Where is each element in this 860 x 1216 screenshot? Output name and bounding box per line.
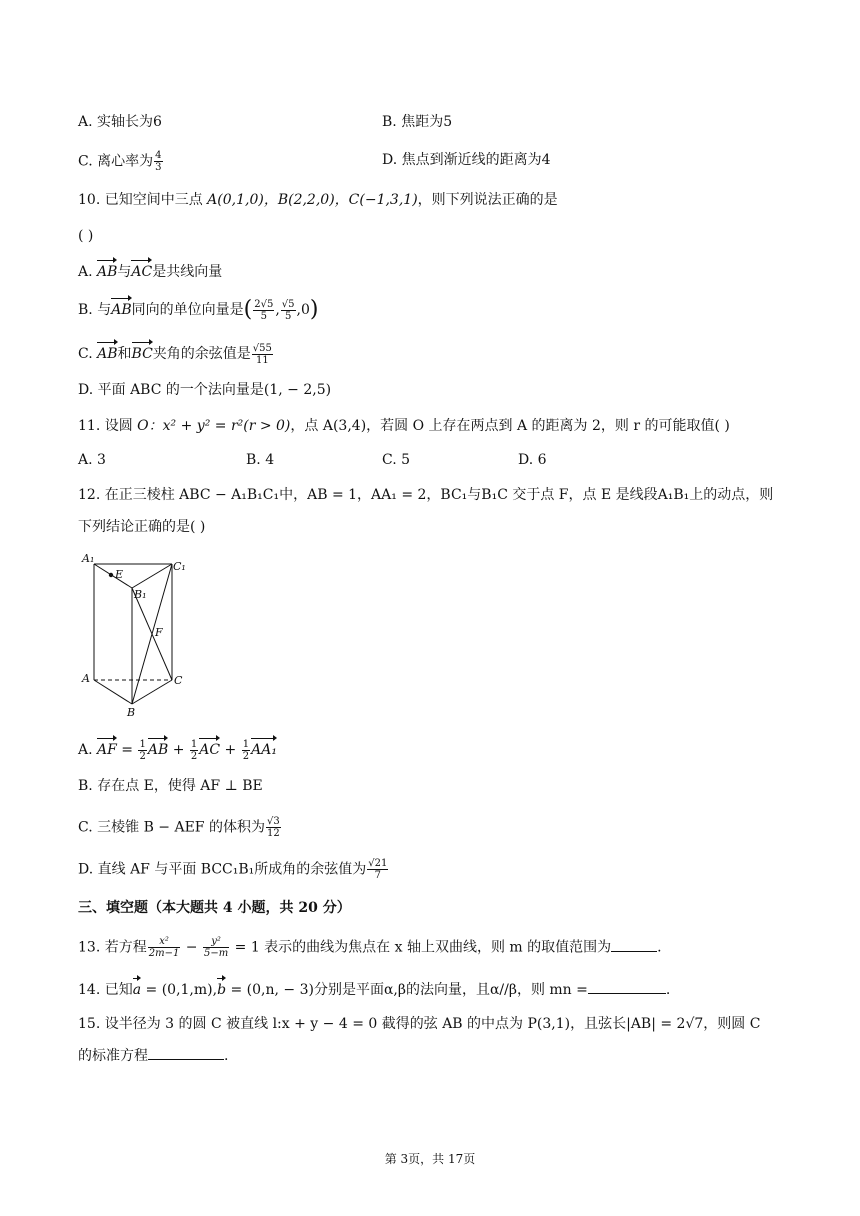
vector-bc: BC	[132, 340, 153, 364]
frac-num: 2√5	[254, 298, 274, 310]
q14-pre: 14. 已知	[78, 982, 133, 998]
q9-option-c	[78, 150, 164, 173]
frac-half	[190, 739, 198, 762]
label-a1: A₁	[82, 552, 95, 565]
vector-b: b	[217, 976, 226, 1000]
q10-stem-points: A(0,1,0)，B(2,2,0)，C(−1,3,1)	[207, 192, 418, 208]
q10-a-pre: A.	[78, 264, 98, 280]
q14	[78, 976, 670, 1000]
q11-option-d: D. 6	[518, 452, 547, 468]
q12-option-d	[78, 858, 389, 881]
label-c: C	[174, 674, 183, 687]
frac-den: 2	[190, 750, 198, 762]
q14-answer-blank[interactable]	[588, 993, 666, 994]
vector-aa1: AA₁	[251, 736, 277, 760]
q9-option-c-fraction	[154, 150, 162, 173]
q13-frac1	[148, 936, 181, 959]
frac-num: 1	[190, 738, 198, 750]
frac-num: √3	[266, 816, 280, 827]
page-footer: 第 3页，共 17页	[384, 1152, 476, 1166]
q10-option-a	[78, 258, 222, 282]
frac-half	[138, 739, 146, 762]
label-f: F	[155, 626, 163, 639]
section-heading: 三、填空题（本大题共 4 小题，共 20 分）	[78, 900, 351, 916]
label-b: B	[127, 706, 136, 719]
q10-a-post: 是共线向量	[152, 264, 223, 280]
q10-stem	[78, 190, 558, 210]
q9-option-c-text: C. 离心率为	[78, 153, 154, 170]
frac-num: √55	[252, 342, 272, 354]
frac-num: 4	[155, 150, 162, 161]
q10-b-frac1	[253, 299, 274, 322]
q10-a-mid: 与	[117, 264, 132, 280]
frac-den: 2	[139, 750, 146, 762]
edge-ab	[94, 680, 132, 704]
frac-den: 5−m	[203, 948, 229, 959]
minus: −	[181, 939, 202, 956]
q10-b-frac2	[281, 299, 296, 322]
frac-den: 3	[155, 162, 162, 173]
frac-num: √5	[281, 298, 295, 310]
q12-a-eq: =	[116, 742, 138, 758]
label-e: E	[115, 568, 124, 581]
paren-close: )	[309, 297, 319, 322]
q12-stem-line1: 12. 在正三棱柱 ABC − A₁B₁C₁中，AB = 1，AA₁ = 2，BC₁与B₁C 交于点 F，点 E 是线段A₁B₁上的动点，则	[78, 487, 774, 503]
vector-ab: AB	[148, 736, 168, 760]
q10-option-b: B. 与AB同向的单位向量是( $\frac{2√5}{5}$ , $\frac{√5}{5}$ ,0)	[78, 297, 319, 322]
q15-pre: 的标准方程	[78, 1048, 148, 1064]
paren-open: (	[243, 297, 253, 322]
q10-c-post: 夹角的余弦值是	[152, 346, 251, 362]
q11-stem-pre: 11. 设圆	[78, 418, 138, 434]
q10-option-c	[78, 340, 274, 366]
q12-a-pre: A.	[78, 742, 98, 758]
frac-den: 2	[242, 750, 250, 762]
q11-stem	[78, 416, 730, 436]
point-e	[109, 573, 113, 577]
q12-c-pre: C. 三棱锥 B − AEF 的体积为	[78, 819, 265, 836]
q13-frac2	[203, 936, 229, 959]
vector-ab: AB	[111, 296, 131, 320]
q14-mid2: = (0,n, − 3)分别是平面α,β的法向量，且α//β，则 mn =	[226, 982, 588, 998]
q10-c-mid: 和	[117, 346, 132, 362]
q10-paren: ( )	[78, 228, 94, 244]
frac-den: 12	[266, 828, 280, 839]
q12-c-fraction	[266, 816, 281, 839]
q15-line2	[78, 1046, 228, 1066]
q9-option-d: D. 焦点到渐近线的距离为4	[382, 152, 551, 168]
q12-stem-line2: 下列结论正确的是( )	[78, 519, 206, 535]
q10-b-pre: B. 与	[78, 302, 112, 318]
q12-option-a	[78, 736, 277, 762]
q13-pre: 13. 若方程	[78, 939, 147, 956]
frac-den: 5	[260, 310, 267, 322]
edge-a1b1	[94, 564, 132, 588]
q14-end: .	[665, 982, 671, 998]
prism-figure	[76, 552, 196, 722]
q15-line1: 15. 设半径为 3 的圆 C 被直线 l:x + y − 4 = 0 截得的弦 AB 的中点为 P(3,1)，且弦长|AB| = 2√7，则圆 C	[78, 1016, 761, 1032]
q11-stem-post: ，点 A(3,4)，若圆 O 上存在两点到 A 的距离为 2，则 r 的可能取值( )	[290, 418, 730, 434]
frac-half	[242, 739, 250, 762]
q12-option-c	[78, 816, 282, 839]
label-b1: B₁	[134, 588, 147, 601]
q11-stem-eq: O：x² + y² = r²(r > 0)	[137, 418, 291, 434]
frac-num: y²	[203, 936, 229, 948]
q10-b-mid: 同向的单位向量是	[131, 302, 244, 318]
q13-end: .	[657, 939, 662, 956]
frac-den: 7	[374, 870, 382, 881]
frac-num: x²	[148, 936, 181, 948]
q11-option-b: B. 4	[246, 452, 275, 468]
q10-b-tail: ,0	[296, 302, 310, 318]
q12-d-pre: D. 直线 AF 与平面 BCC₁B₁所成角的余弦值为	[78, 861, 367, 878]
vector-ac: AC	[199, 736, 220, 760]
q10-stem-pre: 10. 已知空间中三点	[78, 192, 208, 208]
q10-stem-post: ，则下列说法正确的是	[417, 192, 558, 208]
diag-bc1	[132, 564, 172, 704]
q13	[78, 936, 662, 959]
q9-option-a: A. 实轴长为6	[78, 114, 162, 130]
frac-num: √21	[368, 858, 388, 869]
q15-end: .	[224, 1048, 229, 1064]
plus: +	[168, 742, 189, 758]
vector-af: AF	[97, 736, 117, 760]
q11-option-c: C. 5	[382, 452, 411, 468]
vector-ac: AC	[131, 258, 152, 282]
frac-den: 11	[255, 354, 269, 366]
plus: +	[220, 742, 241, 758]
vector-ab: AB	[97, 340, 117, 364]
q13-post: = 1 表示的曲线为焦点在 x 轴上双曲线，则 m 的取值范围为	[230, 939, 612, 956]
q15-answer-blank[interactable]	[148, 1059, 224, 1060]
frac-den: 2m−1	[148, 948, 180, 959]
q9-option-b: B. 焦距为5	[382, 114, 453, 130]
vector-ab: AB	[97, 258, 117, 282]
q12-d-fraction	[367, 858, 388, 881]
q10-c-pre: C.	[78, 346, 98, 362]
vector-a: a	[133, 976, 141, 1000]
label-c1: C₁	[173, 560, 186, 573]
q10-c-fraction	[252, 343, 273, 366]
frac-num: 1	[242, 738, 250, 750]
q12-option-b: B. 存在点 E，使得 AF ⊥ BE	[78, 778, 263, 794]
q10-option-d: D. 平面 ABC 的一个法向量是(1, − 2,5)	[78, 382, 332, 398]
frac-den: 5	[284, 310, 292, 322]
q11-option-a: A. 3	[78, 452, 106, 468]
frac-num: 1	[139, 738, 146, 750]
q14-mid1: = (0,1,m),	[141, 982, 218, 998]
q13-answer-blank[interactable]	[611, 951, 657, 952]
label-a: A	[82, 672, 90, 685]
